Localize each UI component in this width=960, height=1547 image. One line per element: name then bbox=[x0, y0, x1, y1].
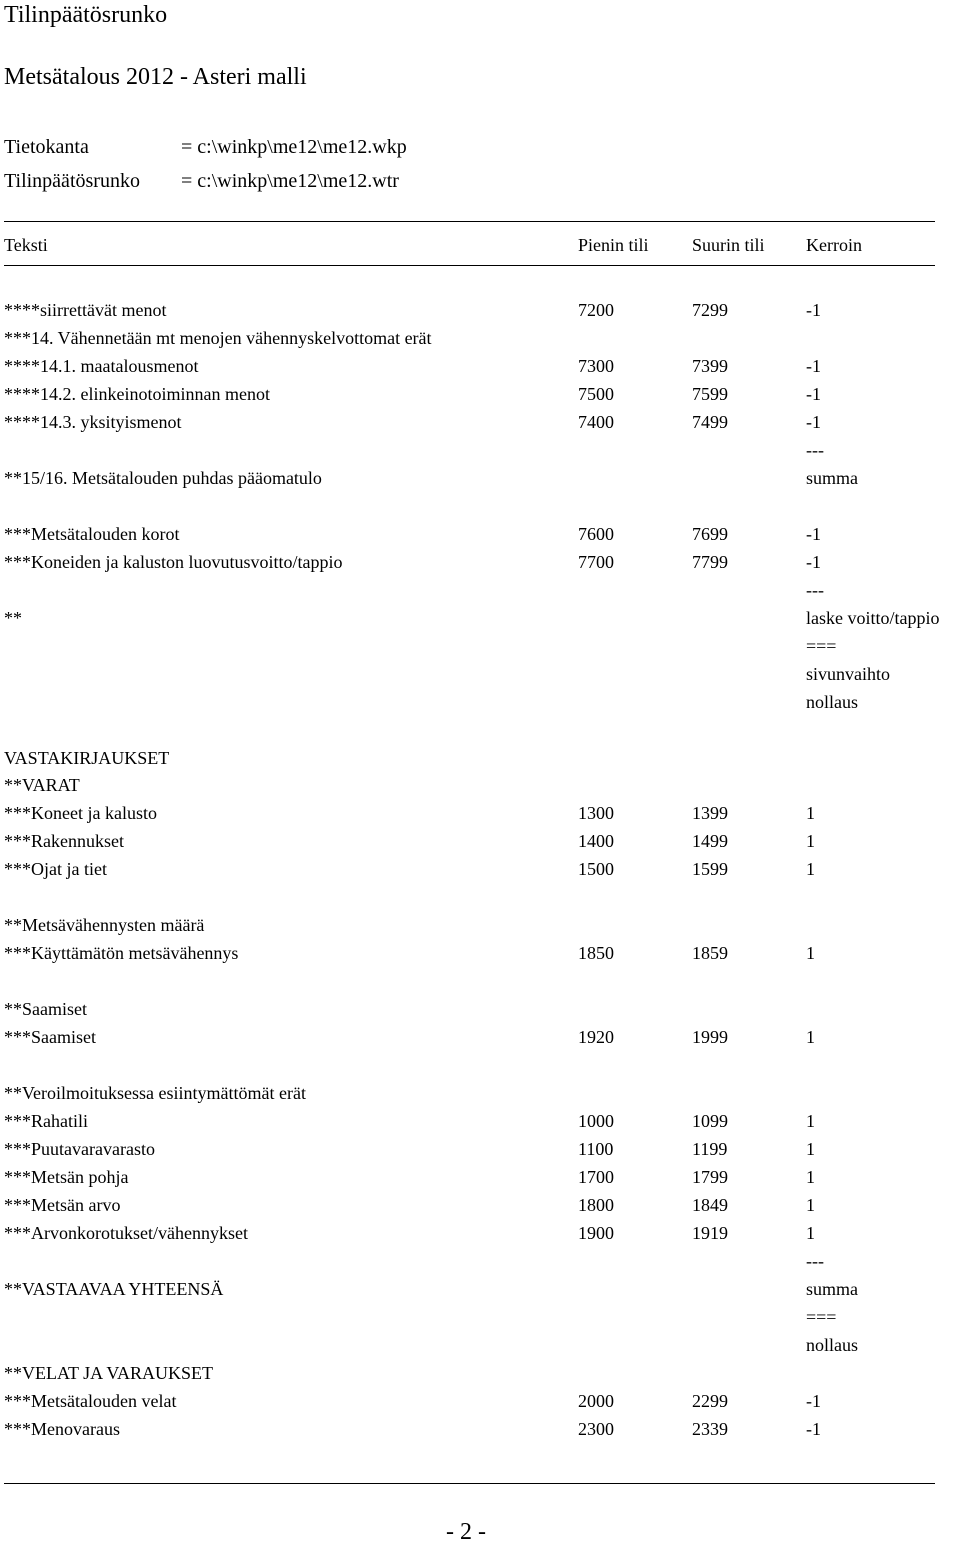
row-factor: === bbox=[806, 635, 837, 656]
row-factor: -1 bbox=[806, 300, 821, 320]
row-factor: 1 bbox=[806, 1111, 815, 1132]
row-factor: nollaus bbox=[806, 691, 858, 712]
row-factor: -1 bbox=[806, 523, 821, 544]
row-factor: 1 bbox=[806, 859, 815, 880]
table-row bbox=[0, 1359, 960, 1387]
table-row bbox=[0, 632, 960, 660]
table-row bbox=[0, 744, 960, 772]
row-max-account: 7499 bbox=[692, 411, 728, 432]
row-text: ***Puutavaravarasto bbox=[4, 1139, 155, 1160]
row-factor: -1 bbox=[806, 383, 821, 404]
row-factor: 1 bbox=[806, 831, 815, 852]
row-text: ***Arvonkorotukset/vähennykset bbox=[4, 1223, 248, 1243]
row-text: ***Metsätalouden velat bbox=[4, 1390, 177, 1411]
header-bottom-rule bbox=[4, 265, 935, 266]
row-max-account: 2339 bbox=[692, 1418, 728, 1439]
document-subtitle: Metsätalous 2012 - Asteri malli bbox=[4, 64, 307, 90]
table-row bbox=[0, 855, 960, 883]
row-factor: summa bbox=[806, 1278, 858, 1299]
row-min-account: 7600 bbox=[578, 523, 614, 544]
row-min-account: 7500 bbox=[578, 383, 614, 404]
row-text: ***Koneiden ja kaluston luovutusvoitto/tappio bbox=[4, 551, 343, 572]
table-row bbox=[0, 324, 960, 352]
table-row bbox=[0, 1247, 960, 1275]
row-max-account: 7599 bbox=[692, 383, 728, 404]
table-row bbox=[0, 1107, 960, 1135]
table-row bbox=[0, 576, 960, 604]
row-text: ***Rakennukset bbox=[4, 831, 124, 852]
row-max-account: 7299 bbox=[692, 300, 728, 320]
table-row bbox=[0, 408, 960, 436]
column-header-min-account: Pienin tili bbox=[578, 235, 649, 255]
row-factor: --- bbox=[806, 579, 824, 600]
row-factor: laske voitto/tappio bbox=[806, 607, 940, 628]
table-row bbox=[0, 1303, 960, 1331]
row-max-account: 1499 bbox=[692, 831, 728, 852]
row-text: **Metsävähennysten määrä bbox=[4, 915, 205, 936]
row-factor: --- bbox=[806, 439, 824, 460]
row-factor: -1 bbox=[806, 1418, 821, 1439]
row-max-account: 1799 bbox=[692, 1167, 728, 1188]
row-factor: sivunvaihto bbox=[806, 663, 890, 684]
row-text: ***Rahatili bbox=[4, 1111, 88, 1132]
table-row bbox=[0, 1051, 960, 1079]
row-factor: 1 bbox=[806, 1195, 815, 1216]
row-max-account: 1859 bbox=[692, 943, 728, 964]
row-factor: 1 bbox=[806, 943, 815, 964]
table-row bbox=[0, 352, 960, 380]
row-text: ***Käyttämätön metsävähennys bbox=[4, 943, 239, 964]
column-header-max-account: Suurin tili bbox=[692, 235, 765, 255]
table-row bbox=[0, 688, 960, 716]
document-title: Tilinpäätösrunko bbox=[4, 2, 168, 28]
table-row bbox=[0, 883, 960, 911]
row-factor: -1 bbox=[806, 551, 821, 572]
database-path: = c:\winkp\me12\me12.wkp bbox=[181, 136, 407, 158]
column-header-text: Teksti bbox=[4, 235, 48, 255]
row-min-account: 1500 bbox=[578, 859, 614, 880]
row-text: **VASTAAVAA YHTEENSÄ bbox=[4, 1278, 224, 1299]
row-factor: nollaus bbox=[806, 1334, 858, 1355]
row-min-account: 1400 bbox=[578, 831, 614, 852]
statement-frame-path: = c:\winkp\me12\me12.wtr bbox=[181, 170, 399, 192]
row-text: ***Koneet ja kalusto bbox=[4, 803, 157, 824]
row-max-account: 1099 bbox=[692, 1111, 728, 1132]
table-row bbox=[0, 1219, 960, 1247]
row-text: **VARAT bbox=[4, 775, 80, 796]
row-text: ****14.3. yksityismenot bbox=[4, 411, 182, 432]
row-max-account: 1399 bbox=[692, 803, 728, 824]
table-row bbox=[0, 1135, 960, 1163]
row-max-account: 1199 bbox=[692, 1139, 728, 1160]
row-max-account: 1919 bbox=[692, 1223, 728, 1243]
row-text: ***Metsän pohja bbox=[4, 1167, 129, 1188]
row-min-account: 7400 bbox=[578, 411, 614, 432]
row-text: ***Ojat ja tiet bbox=[4, 859, 107, 880]
row-min-account: 2300 bbox=[578, 1418, 614, 1439]
row-max-account: 2299 bbox=[692, 1390, 728, 1411]
row-text: ***Metsätalouden korot bbox=[4, 523, 180, 544]
table-row bbox=[0, 827, 960, 855]
table-row bbox=[0, 464, 960, 492]
row-max-account: 1999 bbox=[692, 1027, 728, 1048]
row-min-account: 1000 bbox=[578, 1111, 614, 1132]
row-factor: === bbox=[806, 1306, 837, 1327]
row-factor: summa bbox=[806, 467, 858, 488]
row-text: ***Menovaraus bbox=[4, 1418, 120, 1439]
row-text: ****14.2. elinkeinotoiminnan menot bbox=[4, 383, 270, 404]
row-min-account: 2000 bbox=[578, 1390, 614, 1411]
page-number: - 2 - bbox=[446, 1519, 486, 1545]
row-text: ***Metsän arvo bbox=[4, 1195, 121, 1216]
row-text: **Veroilmoituksessa esiintymättömät erät bbox=[4, 1083, 306, 1104]
row-min-account: 1700 bbox=[578, 1167, 614, 1188]
table-row bbox=[0, 799, 960, 827]
table-row bbox=[0, 939, 960, 967]
row-min-account: 1900 bbox=[578, 1223, 614, 1243]
table-row bbox=[0, 436, 960, 464]
table-row bbox=[0, 380, 960, 408]
table-row bbox=[0, 604, 960, 632]
row-max-account: 1849 bbox=[692, 1195, 728, 1216]
footer-rule bbox=[4, 1483, 935, 1484]
row-factor: 1 bbox=[806, 1027, 815, 1048]
row-text: ** bbox=[4, 607, 22, 628]
table-row bbox=[0, 296, 960, 324]
table-row bbox=[0, 1163, 960, 1191]
row-text: **Saamiset bbox=[4, 999, 87, 1020]
table-row bbox=[0, 1023, 960, 1051]
row-min-account: 7200 bbox=[578, 300, 614, 320]
row-min-account: 1100 bbox=[578, 1139, 614, 1160]
row-text: **15/16. Metsätalouden puhdas pääomatulo bbox=[4, 467, 322, 488]
database-label: Tietokanta bbox=[4, 136, 89, 158]
table-row bbox=[0, 1415, 960, 1443]
table-row bbox=[0, 660, 960, 688]
table-row bbox=[0, 1387, 960, 1415]
row-factor: 1 bbox=[806, 1139, 815, 1160]
row-max-account: 7799 bbox=[692, 551, 728, 572]
row-min-account: 1800 bbox=[578, 1195, 614, 1216]
header-top-rule bbox=[4, 221, 935, 222]
row-text: ****14.1. maatalousmenot bbox=[4, 355, 199, 376]
statement-frame-label: Tilinpäätösrunko bbox=[4, 170, 140, 192]
row-text: VASTAKIRJAUKSET bbox=[4, 747, 170, 768]
table-row bbox=[0, 716, 960, 744]
table-row bbox=[0, 967, 960, 995]
table-row bbox=[0, 520, 960, 548]
table-row bbox=[0, 548, 960, 576]
row-text: ***14. Vähennetään mt menojen vähennyskelvottomat erät bbox=[4, 327, 432, 348]
row-min-account: 7700 bbox=[578, 551, 614, 572]
row-factor: 1 bbox=[806, 1167, 815, 1188]
table-row bbox=[0, 492, 960, 520]
row-max-account: 7699 bbox=[692, 523, 728, 544]
row-text: **VELAT JA VARAUKSET bbox=[4, 1362, 214, 1383]
row-text: ***Saamiset bbox=[4, 1027, 96, 1048]
table-row bbox=[0, 1191, 960, 1219]
column-header-factor: Kerroin bbox=[806, 235, 862, 255]
table-row bbox=[0, 1275, 960, 1303]
table-row bbox=[0, 771, 960, 799]
row-text: ****siirrettävät menot bbox=[4, 300, 167, 320]
table-row bbox=[0, 995, 960, 1023]
row-min-account: 1300 bbox=[578, 803, 614, 824]
table-row bbox=[0, 1331, 960, 1359]
row-factor: 1 bbox=[806, 1223, 815, 1243]
row-max-account: 1599 bbox=[692, 859, 728, 880]
table-row bbox=[0, 911, 960, 939]
row-min-account: 1920 bbox=[578, 1027, 614, 1048]
row-factor: 1 bbox=[806, 803, 815, 824]
row-factor: -1 bbox=[806, 1390, 821, 1411]
row-max-account: 7399 bbox=[692, 355, 728, 376]
row-min-account: 7300 bbox=[578, 355, 614, 376]
row-factor: --- bbox=[806, 1250, 824, 1271]
table-row bbox=[0, 1079, 960, 1107]
row-factor: -1 bbox=[806, 411, 821, 432]
row-min-account: 1850 bbox=[578, 943, 614, 964]
row-factor: -1 bbox=[806, 355, 821, 376]
